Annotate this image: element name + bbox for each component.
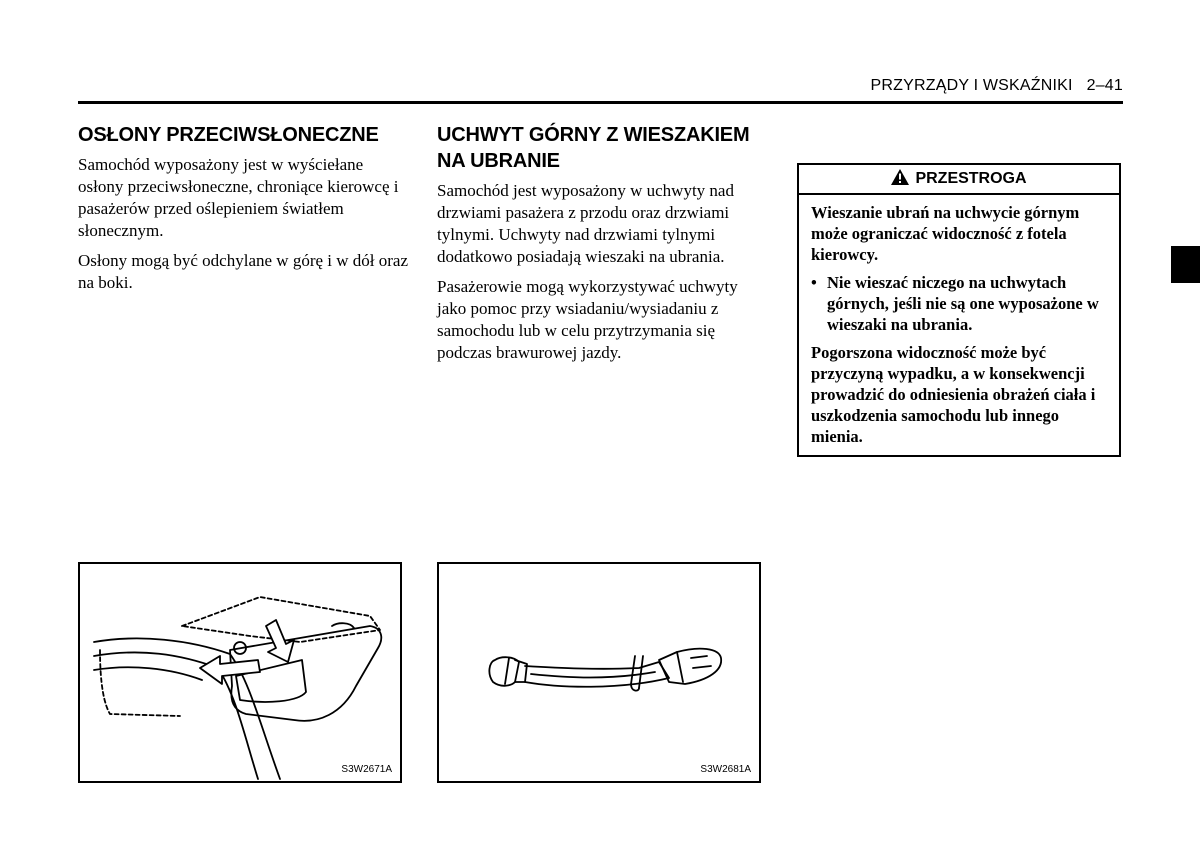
section-grab-handle — [437, 122, 767, 372]
caution-intro: Wieszanie ubrań na uchwycie górnym może ograniczać widoczność z fotela kierowcy. — [811, 203, 1080, 264]
caution-outro: Pogorszona widoczność może być przyczyną wypadku, a w konsekwencji prowadzić do odniesienia obrażeń ciała i uszkodzenia samochodu lub innego mienia. — [811, 343, 1096, 446]
header-rule — [78, 101, 1123, 104]
section-title: OSŁONY PRZECIWSŁONECZNE — [78, 124, 379, 146]
caution-box — [797, 163, 1121, 457]
sun-visor-illustration — [80, 564, 400, 781]
chapter-thumb-tab — [1171, 246, 1200, 283]
caution-header — [799, 165, 1119, 195]
caution-list — [811, 272, 1107, 335]
caution-list-item: • Nie wieszać niczego na uchwytach górnych, jeśli nie są one wyposażone w wieszaki na ubrania. — [811, 273, 1099, 334]
running-head: PRZYRZĄDY I WSKAŹNIKI 2–41 — [870, 77, 1123, 94]
grab-handle-illustration — [439, 564, 759, 781]
caution-title: PRZESTROGA — [915, 170, 1027, 187]
paragraph: Samochód wyposażony jest w wyściełane osłony przeciwsłoneczne, chroniące kierowcę i pasażerów przed oślepieniem światłem słonecznym. — [78, 155, 399, 240]
warning-triangle-icon — [891, 169, 909, 190]
paragraph: Samochód jest wyposażony w uchwyty nad drzwiami pasażera z przodu oraz drzwiami tylnymi. Uchwyty nad drzwiami tylnymi dodatkowo posiadają wieszaki na ubrania. — [437, 181, 734, 266]
paragraph: Pasażerowie mogą wykorzystywać uchwyty jako pomoc przy wsiadaniu/wysiadaniu z samochodu lub w celu przytrzymania się podczas brawurowej jazdy. — [437, 277, 738, 362]
caution-body — [799, 195, 1119, 447]
figure-code: S3W2671A — [341, 764, 392, 775]
caution-list-text: Nie wieszać niczego na uchwytach górnych, jeśli nie są one wyposażone w wieszaki na ubrania. — [827, 273, 1099, 334]
figure-sun-visor — [78, 562, 402, 783]
section-title: UCHWYT GÓRNY Z WIESZAKIEM NA UBRANIE — [437, 124, 750, 172]
paragraph: Osłony mogą być odchylane w górę i w dół oraz na boki. — [78, 251, 408, 292]
section-sun-visors — [78, 122, 408, 302]
figure-grab-handle — [437, 562, 761, 783]
figure-code: S3W2681A — [700, 764, 751, 775]
